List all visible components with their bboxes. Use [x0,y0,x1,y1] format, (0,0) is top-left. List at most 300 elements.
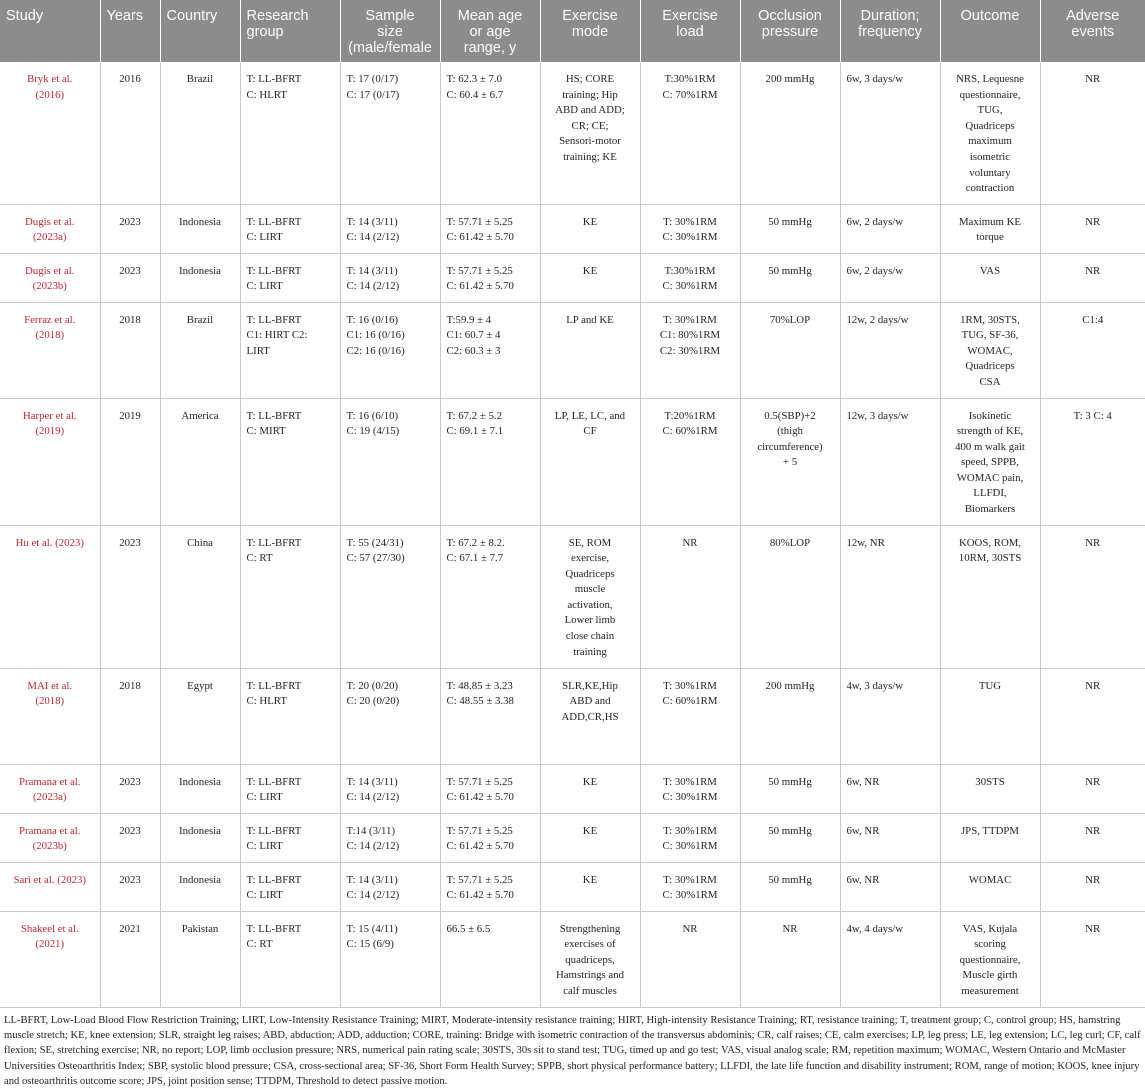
header-mean-age [440,0,540,62]
cell-country [160,62,240,204]
cell-duration-frequency [840,62,940,204]
cell-text: T: LL-BFRT [246,215,302,228]
cell-text: C: 14 (2/12) [346,791,400,804]
cell-exercise-load [640,911,740,1007]
cell-text: Pakistan [181,922,219,935]
cell-text: T: LL-BFRT [246,922,302,935]
cell-years [100,253,160,302]
cell-text: 50 mmHg [768,215,812,228]
cell-text: 12w, 3 days/w [846,409,909,422]
cell-text: 2023 [119,873,141,886]
cell-sample-size [340,813,440,862]
cell-text: 12w, NR [846,536,885,549]
header-text: size [377,24,403,40]
cell-years [100,764,160,813]
cell-study[interactable] [0,62,100,204]
cell-occlusion-pressure [740,668,840,764]
cell-text: ABD and [569,695,611,708]
cell-text: voluntary [969,166,1011,179]
cell-text: 0.5(SBP)+2 [764,409,816,422]
cell-text: 400 m walk gait [955,440,1025,453]
cell-text: T: 17 (0/17) [346,73,399,85]
cell-text: T: LL-BFRT [246,536,302,549]
cell-text: T:14 (3/11) [346,824,396,837]
cell-text: 66.5 ± 6.5 [446,922,491,935]
cell-exercise-load [640,204,740,253]
cell-duration-frequency [840,668,940,764]
study-citation-link[interactable]: Hu et al. (2023) [15,536,84,549]
cell-sample-size [340,911,440,1007]
cell-adverse-events [1040,911,1145,1007]
cell-text: Hamstrings and [555,969,625,982]
cell-exercise-mode [540,302,640,398]
cell-text: Egypt [187,679,213,692]
header-exercise-load [640,0,740,62]
header-text: Exercise [562,8,618,24]
table-row [0,398,1145,525]
cell-text: C: 60%1RM [662,695,718,708]
study-citation-link[interactable]: MAI et al. [27,679,73,692]
cell-text: 50 mmHg [768,264,812,277]
cell-sample-size [340,862,440,911]
cell-research-group [240,764,340,813]
cell-outcome [940,525,1040,668]
cell-text: T: 3 C: 4 [1073,409,1112,422]
study-citation-link[interactable]: Harper et al. [22,409,77,422]
cell-adverse-events [1040,398,1145,525]
cell-text: Muscle girth [962,969,1018,982]
cell-exercise-mode [540,668,640,764]
cell-text: NR [782,922,798,935]
cell-adverse-events [1040,525,1145,668]
cell-text: 6w, 2 days/w [846,264,904,277]
cell-mean-age [440,204,540,253]
cell-text: 6w, NR [846,873,880,886]
cell-text: C: HLRT [246,695,287,708]
cell-study[interactable] [0,398,100,525]
cell-text: TUG, SF-36, [961,329,1019,342]
header-text: range, y [463,40,517,56]
cell-mean-age [440,62,540,204]
cell-text: C: LIRT [246,889,283,902]
cell-outcome [940,398,1040,525]
study-citation-link[interactable]: Sari et al. (2023) [13,873,87,886]
cell-research-group [240,398,340,525]
header-text: Outcome [960,8,1020,24]
cell-text: Sensori-motor [559,135,621,148]
cell-text: 12w, 2 days/w [846,313,909,326]
study-citation-link[interactable]: (2023a) [32,231,67,244]
cell-adverse-events [1040,764,1145,813]
cell-research-group [240,253,340,302]
cell-sample-size [340,204,440,253]
cell-mean-age [440,668,540,764]
table-row [0,302,1145,398]
header-text: Adverse [1066,8,1120,24]
study-citation-link[interactable]: (2016) [35,88,65,101]
cell-study[interactable] [0,302,100,398]
cell-duration-frequency [840,302,940,398]
cell-research-group [240,813,340,862]
cell-sample-size [340,253,440,302]
cell-text: maximum [968,135,1012,148]
cell-text: C: 14 (2/12) [346,889,400,902]
cell-text: C: 70%1RM [662,88,718,101]
table-body [0,62,1145,1007]
cell-duration-frequency [840,398,940,525]
cell-years [100,911,160,1007]
cell-exercise-load [640,302,740,398]
cell-occlusion-pressure [740,525,840,668]
cell-text: NR [1085,73,1101,85]
cell-occlusion-pressure [740,911,840,1007]
table-row [0,668,1145,764]
cell-occlusion-pressure [740,302,840,398]
header-text: Mean age [457,8,523,24]
cell-study[interactable] [0,253,100,302]
cell-country [160,204,240,253]
cell-text: NR [1085,679,1101,692]
cell-exercise-load [640,668,740,764]
cell-text: WOMAC [968,873,1012,886]
cell-text: JPS, TTDPM [960,824,1019,837]
cell-text: strength of KE, [956,425,1024,438]
cell-text: CR; CE; [571,119,609,132]
header-text: Duration; [860,8,920,24]
cell-sample-size [340,764,440,813]
cell-text: C: 17 (0/17) [346,88,400,101]
cell-text: NR [1085,775,1101,788]
cell-text: 2018 [119,313,141,326]
cell-text: C: 61.42 ± 5.70 [446,791,514,804]
cell-outcome [940,62,1040,204]
cell-text: 4w, 3 days/w [846,679,904,692]
cell-text: 6w, NR [846,775,880,788]
cell-adverse-events [1040,62,1145,204]
cell-mean-age [440,862,540,911]
study-citation-link[interactable]: (2023b) [32,280,67,293]
cell-sample-size [340,398,440,525]
cell-text: Indonesia [179,873,221,886]
cell-text: 6w, NR [846,824,880,837]
cell-text: exercises of [564,938,616,951]
cell-text: circumference) [757,440,823,453]
cell-text: 200 mmHg [765,679,815,692]
cell-text: 1RM, 30STS, [960,313,1020,326]
cell-text: TUG [978,679,1002,692]
cell-text: speed, SPPB, [961,456,1019,469]
cell-study[interactable] [0,862,100,911]
cell-sample-size [340,668,440,764]
study-citation-link[interactable]: (2021) [35,938,65,951]
cell-study[interactable] [0,668,100,764]
cell-text: C: 19 (4/15) [346,425,400,438]
cell-text: C1: 80%1RM [659,329,721,342]
cell-text: 50 mmHg [768,824,812,837]
cell-exercise-load [640,62,740,204]
cell-research-group [240,862,340,911]
cell-text: T: 30%1RM [663,215,717,228]
cell-text: T: 30%1RM [663,873,717,886]
cell-text: 2016 [119,73,141,85]
cell-exercise-mode [540,525,640,668]
table-row [0,62,1145,204]
cell-text: Indonesia [179,215,221,228]
cell-text: C2: 16 (0/16) [346,344,405,357]
table-footnote: LL-BFRT, Low-Load Blood Flow Restriction Training; LIRT, Low-Intensity Resistance Training; MIRT, Moderate-intensity resistance training; HIRT, High-intensity Resistance Training; RT, resistance training; T, treatment group; C, control group; HS, hamstring muscle stretch; KE, knee extension; SLR, straight leg raises; ABD, abduction; ADD, adduction; CORE, training: Bridge with isometric contraction of the transversus abdominis; CR, calf raises; CE, calm exercises; LP, leg press; LE, leg extension; LC, leg curl; CF, calf flexion; SE, stretching exercise; NR, no report; LOP, limb occlusion pressure; NRS, numerical pain rating scale; 30STS, 30s sit to stand test; TUG, timed up and go test; VAS, visual analog scale; RM, repetition maximum; WOMAC, Western Ontario and McMaster Universities Osteoarthritis Index; SBP, systolic blood pressure; CSA, cross-sectional area; SF-36, Short Form Health Survey; SPPB, short physical performance battery; LLFDI, the late life function and disability instrument; ROM, range of motion; KOOS, knee injury and osteoarthritis outcome score; JPS, joint position sense; TTDPM, Threshold to detect passive motion. [4,1014,1141,1088]
cell-text: Strengthening [559,922,621,935]
cell-text: C: 60.4 ± 6.7 [446,88,504,101]
cell-outcome [940,204,1040,253]
cell-text: NR [1085,536,1101,549]
cell-text: torque [976,231,1004,244]
cell-text: C: HLRT [246,88,287,101]
cell-text: C: 30%1RM [662,280,718,293]
cell-study[interactable] [0,813,100,862]
header-text: Occlusion [758,8,822,24]
cell-text: Biomarkers [964,503,1016,516]
cell-text: C1: HIRT C2: [246,329,308,342]
cell-text: KE [582,873,598,886]
cell-text: C: 61.42 ± 5.70 [446,840,514,853]
study-citation-link[interactable]: (2018) [35,329,65,342]
cell-text: C: LIRT [246,280,283,293]
cell-text: C1: 60.7 ± 4 [446,329,501,342]
cell-text: T: 67.2 ± 5.2 [446,409,502,422]
cell-country [160,813,240,862]
cell-adverse-events [1040,813,1145,862]
cell-text: Brazil [186,313,214,326]
cell-adverse-events [1040,204,1145,253]
cell-occlusion-pressure [740,204,840,253]
cell-text: NR [1085,215,1101,228]
cell-text: calf muscles [563,984,617,997]
cell-text: 50 mmHg [768,873,812,886]
cell-text: C: 14 (2/12) [346,231,400,244]
study-citation-link[interactable]: Pramana et al. [19,775,81,788]
cell-text: + 5 [782,456,798,469]
cell-text: T: 30%1RM [663,775,717,788]
table-row [0,253,1145,302]
cell-years [100,302,160,398]
cell-country [160,302,240,398]
table-row [0,764,1145,813]
cell-text: VAS [979,264,1001,277]
cell-text: T:20%1RM [664,409,716,422]
cell-text: T: 57.71 ± 5.25 [446,824,513,837]
cell-outcome [940,764,1040,813]
cell-text: HS; CORE [565,73,615,85]
cell-outcome [940,668,1040,764]
header-text: events [1071,24,1115,40]
cell-text: NR [1085,824,1101,837]
cell-occlusion-pressure [740,62,840,204]
cell-text: T: 16 (6/10) [346,409,399,422]
header-text: Exercise [662,8,718,24]
study-citation-link[interactable]: (2019) [35,425,65,438]
header-text: Sample [365,8,415,24]
header-text: Years [106,8,144,24]
cell-duration-frequency [840,764,940,813]
cell-text: T:30%1RM [664,264,716,277]
cell-text: questionnaire, [959,953,1021,966]
study-citation-link[interactable]: Ferraz et al. [24,313,76,326]
study-citation-link[interactable]: Pramana et al. [19,824,81,837]
cell-text: training [573,645,607,658]
cell-mean-age [440,398,540,525]
cell-text: ADD,CR,HS [561,710,619,723]
cell-years [100,525,160,668]
cell-text: T: 30%1RM [663,679,717,692]
cell-text: T: 62.3 ± 7.0 [446,73,502,85]
cell-text: LP and KE [566,313,614,326]
cell-text: C: 61.42 ± 5.70 [446,231,514,244]
header-text: or age [469,24,511,40]
study-citation-link[interactable]: Dugis et al. [25,215,75,228]
cell-text: C: 30%1RM [662,840,718,853]
header-text: group [246,24,284,40]
cell-text: C: 15 (6/9) [346,938,394,951]
study-citation-link[interactable]: Bryk et al. [27,73,73,85]
cell-study[interactable] [0,911,100,1007]
table-row [0,204,1145,253]
cell-text: contraction [965,182,1015,195]
cell-duration-frequency [840,813,940,862]
cell-text: NR [1085,922,1101,935]
header-text: mode [571,24,609,40]
cell-study[interactable] [0,764,100,813]
cell-study[interactable] [0,525,100,668]
cell-text: scoring [974,938,1006,951]
cell-text: Indonesia [179,824,221,837]
cell-adverse-events [1040,862,1145,911]
cell-text: T: 16 (0/16) [346,313,399,326]
cell-sample-size [340,62,440,204]
cell-years [100,668,160,764]
study-citation-link[interactable]: (2018) [35,695,65,708]
cell-research-group [240,911,340,1007]
cell-text: America [181,409,219,422]
cell-text: C: RT [246,938,273,951]
cell-sample-size [340,525,440,668]
cell-text: T: LL-BFRT [246,775,302,788]
cell-outcome [940,813,1040,862]
cell-text: T: LL-BFRT [246,73,302,85]
cell-text: NR [682,536,698,549]
cell-text: KOOS, ROM, [958,536,1022,549]
cell-text: ABD and ADD; [555,104,625,117]
cell-exercise-mode [540,911,640,1007]
header-text: frequency [858,24,922,40]
cell-text: Quadriceps [565,567,615,580]
cell-occlusion-pressure [740,813,840,862]
table-row [0,525,1145,668]
cell-text: training; KE [563,150,617,163]
cell-text: quadriceps, [565,953,615,966]
cell-text: 30STS [975,775,1005,788]
cell-text: T:59.9 ± 4 [446,313,492,326]
cell-text: activation, [567,598,613,611]
cell-text: exercise, [570,552,610,565]
cell-outcome [940,302,1040,398]
header-country [160,0,240,62]
cell-mean-age [440,813,540,862]
cell-exercise-load [640,253,740,302]
cell-text: SE, ROM [568,536,612,549]
cell-text: Maximum KE [958,215,1022,228]
cell-outcome [940,253,1040,302]
cell-text: TUG, [977,104,1003,117]
cell-text: T: 14 (3/11) [346,873,398,886]
table-row [0,862,1145,911]
cell-years [100,204,160,253]
study-citation-link[interactable]: Shakeel et al. [20,922,79,935]
cell-text: C: 14 (2/12) [346,280,400,293]
cell-text: WOMAC, [967,344,1013,357]
header-text: load [676,24,704,40]
cell-text: 6w, 3 days/w [846,73,904,85]
cell-text: KE [582,775,598,788]
cell-study[interactable] [0,204,100,253]
cell-text: C2: 60.3 ± 3 [446,344,501,357]
cell-text: Lower limb [564,614,616,627]
cell-research-group [240,204,340,253]
cell-text: T: LL-BFRT [246,679,302,692]
cell-years [100,398,160,525]
cell-text: 2023 [119,264,141,277]
cell-adverse-events [1040,668,1145,764]
cell-text: LIRT [246,344,270,357]
cell-duration-frequency [840,862,940,911]
header-years [100,0,160,62]
study-citation-link[interactable]: (2023b) [32,840,67,853]
cell-text: T: LL-BFRT [246,824,302,837]
cell-country [160,253,240,302]
cell-text: Indonesia [179,775,221,788]
cell-duration-frequency [840,204,940,253]
cell-text: CSA [979,375,1001,388]
cell-text: 4w, 4 days/w [846,922,904,935]
study-citation-link[interactable]: (2023a) [32,791,67,804]
cell-adverse-events [1040,253,1145,302]
cell-text: T:30%1RM [664,73,716,85]
cell-exercise-mode [540,398,640,525]
cell-text: T: 67.2 ± 8.2. [446,536,505,549]
cell-text: 50 mmHg [768,775,812,788]
cell-text: 80%LOP [769,536,811,549]
cell-text: C: 60%1RM [662,425,718,438]
cell-text: NR [682,922,698,935]
cell-duration-frequency [840,911,940,1007]
cell-mean-age [440,911,540,1007]
cell-outcome [940,911,1040,1007]
cell-text: C: 30%1RM [662,791,718,804]
cell-text: Quadriceps [965,119,1015,132]
cell-occlusion-pressure [740,862,840,911]
cell-text: 2023 [119,775,141,788]
header-adverse-events [1040,0,1145,62]
cell-text: C1: 16 (0/16) [346,329,405,342]
table-row [0,911,1145,1007]
cell-text: isometric [969,150,1011,163]
cell-text: C: MIRT [246,425,286,438]
study-citation-link[interactable]: Dugis et al. [25,264,75,277]
header-text: (male/female [348,40,432,56]
cell-years [100,862,160,911]
cell-occlusion-pressure [740,253,840,302]
cell-text: VAS, Kujala [962,922,1018,935]
cell-text: NR [1085,873,1101,886]
